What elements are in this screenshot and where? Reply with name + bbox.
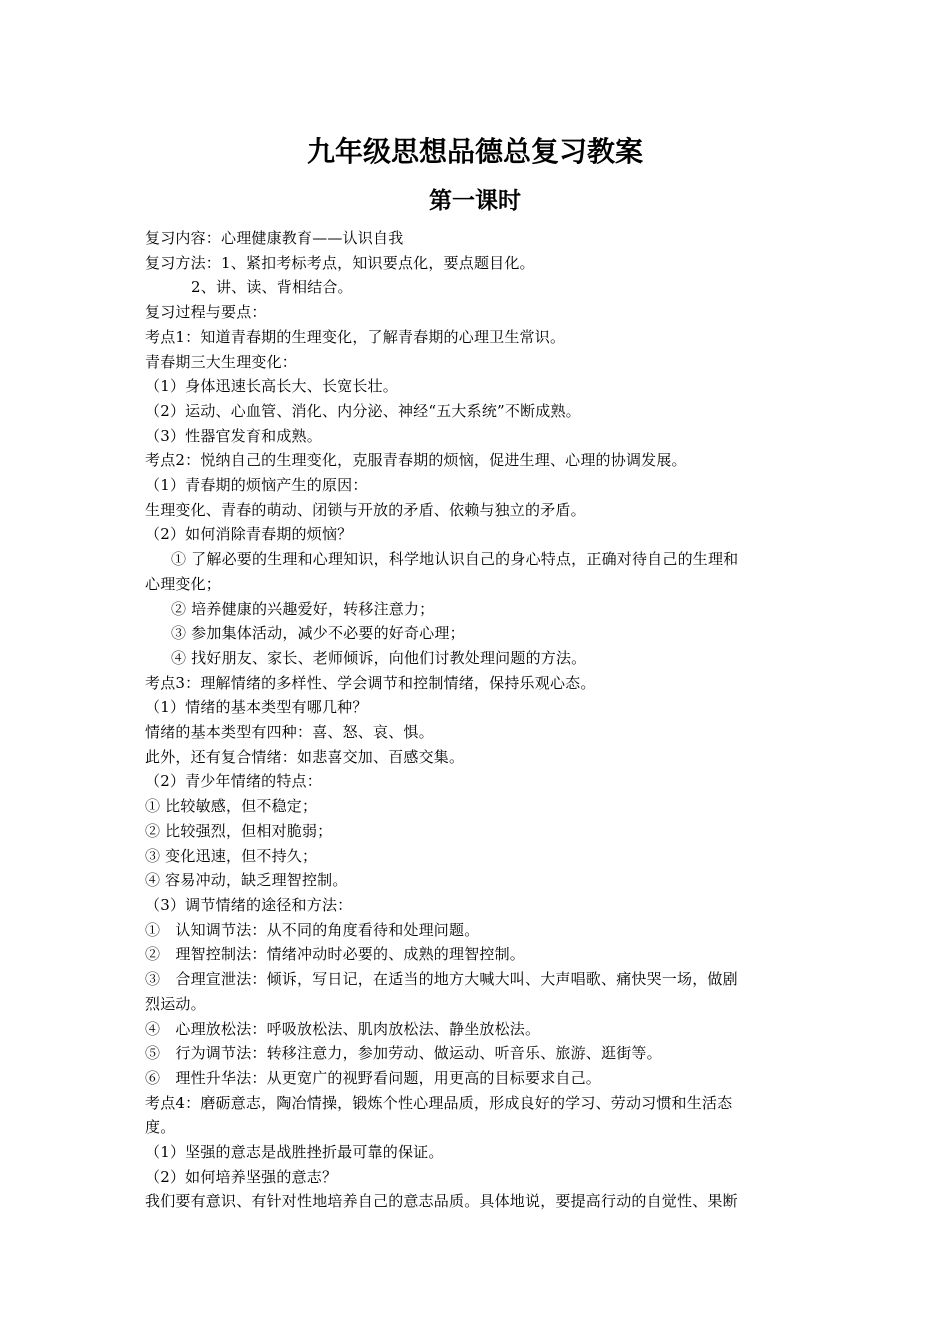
text-line: ③ 参加集体活动，减少不必要的好奇心理； (171, 624, 465, 643)
text-line: ④ 容易冲动，缺乏理智控制。 (145, 871, 348, 890)
text-line: 考点4：磨砺意志，陶冶情操，锻炼个性心理品质，形成良好的学习、劳动习惯和生活态 (145, 1093, 733, 1112)
text-line: 复习方法：1、紧扣考标考点，知识要点化，要点题目化。 (145, 253, 535, 272)
text-line: 我们要有意识、有针对性地培养自己的意志品质。具体地说，要提高行动的自觉性、果断 (145, 1192, 738, 1211)
text-line: （1）青春期的烦恼产生的原因： (145, 476, 368, 495)
text-line: ④ 找好朋友、家长、老师倾诉，向他们讨教处理问题的方法。 (171, 648, 587, 667)
text-line: （3）性器官发育和成熟。 (145, 426, 322, 445)
text-line: （1）情绪的基本类型有哪几种？ (145, 698, 368, 717)
document-subtitle: 第一课时 (429, 188, 521, 214)
text-line: ② 培养健康的兴趣爱好，转移注意力； (171, 599, 435, 618)
text-line: ① 了解必要的生理和心理知识，科学地认识自己的身心特点，正确对待自己的生理和 (171, 550, 739, 569)
text-line: 考点3：理解情绪的多样性、学会调节和控制情绪，保持乐观心态。 (145, 673, 596, 692)
text-line: ④ 心理放松法：呼吸放松法、肌肉放松法、静坐放松法。 (145, 1019, 541, 1038)
text-line: ② 理智控制法：情绪冲动时必要的、成熟的理智控制。 (145, 945, 526, 964)
text-line: 考点2：悦纳自己的生理变化，克服青春期的烦恼，促进生理、心理的协调发展。 (145, 451, 687, 470)
text-line: （2）运动、心血管、消化、内分泌、神经“五大系统”不断成熟。 (145, 401, 581, 420)
text-line: ② 比较强烈，但相对脆弱； (145, 821, 333, 840)
document-title: 九年级思想品德总复习教案 (306, 135, 643, 168)
text-line: （3）调节情绪的途径和方法： (145, 895, 353, 914)
text-line: （1）身体迅速长高长大、长宽长壮。 (145, 377, 398, 396)
text-line: ① 认知调节法：从不同的角度看待和处理问题。 (145, 920, 480, 939)
text-line: 2、讲、读、背相结合。 (191, 278, 353, 297)
text-line: 青春期三大生理变化： (145, 352, 298, 371)
text-line: 烈运动。 (145, 994, 206, 1013)
text-line: 心理变化； (145, 574, 222, 593)
text-line: 此外，还有复合情绪：如悲喜交加、百感交集。 (145, 747, 465, 766)
text-line: 情绪的基本类型有四种：喜、怒、哀、惧。 (145, 723, 434, 742)
text-line: 生理变化、青春的萌动、闭锁与开放的矛盾、依赖与独立的矛盾。 (145, 500, 586, 519)
text-line: ⑥ 理性升华法：从更宽广的视野看问题，用更高的目标要求自己。 (145, 1068, 602, 1087)
text-line: （2）青少年情绪的特点： (145, 772, 322, 791)
text-line: ⑤ 行为调节法：转移注意力，参加劳动、做运动、听音乐、旅游、逛街等。 (145, 1044, 662, 1063)
text-line: 度。 (145, 1118, 176, 1137)
text-line: （2）如何培养坚强的意志？ (145, 1167, 338, 1186)
text-line: 考点1：知道青春期的生理变化，了解青春期的心理卫生常识。 (145, 327, 566, 346)
document-body (145, 226, 810, 1214)
text-line: ③ 合理宣泄法：倾诉，写日记，在适当的地方大喊大叫、大声唱歌、痛快哭一场，做剧 (145, 970, 738, 989)
text-line: ① 比较敏感，但不稳定； (145, 797, 318, 816)
text-line: 复习过程与要点： (145, 303, 267, 322)
text-line: （1）坚强的意志是战胜挫折最可靠的保证。 (145, 1143, 444, 1162)
text-line: 复习内容：心理健康教育——认识自我 (145, 229, 404, 247)
text-line: （2）如何消除青春期的烦恼？ (145, 525, 353, 544)
text-line: ③ 变化迅速，但不持久； (145, 846, 318, 865)
